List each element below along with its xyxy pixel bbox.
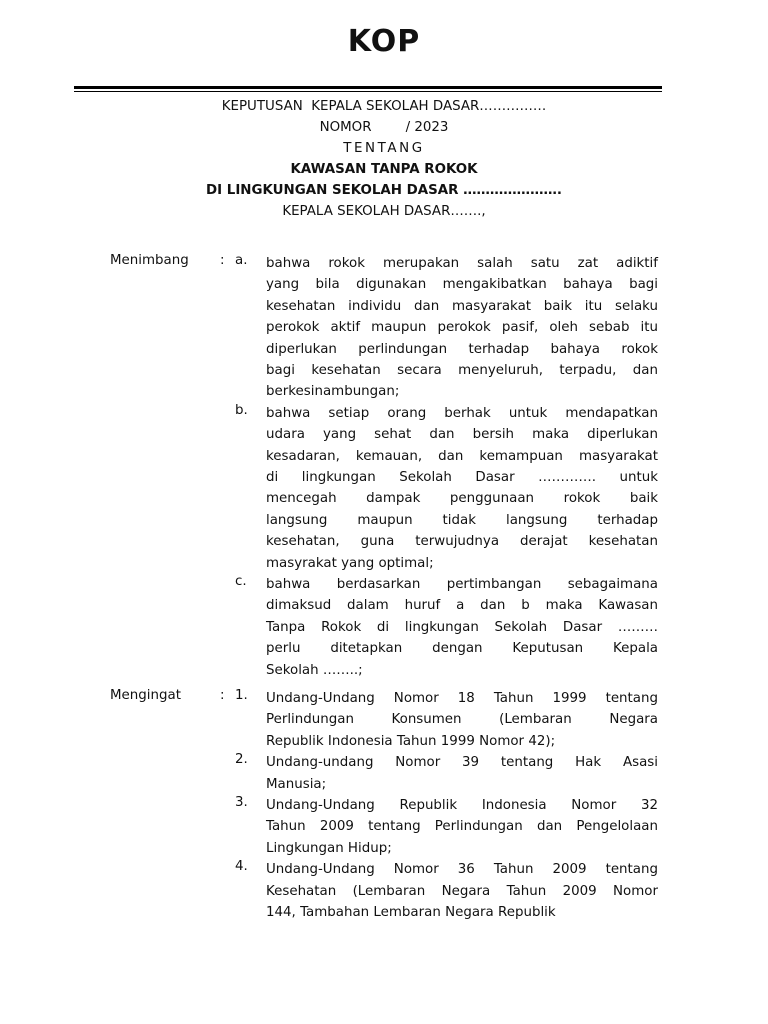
item-text-line: langsung maupun tidak langsung terhadap <box>266 512 658 528</box>
item-text <box>266 752 658 795</box>
item-text-line: bahwa setiap orang berhak untuk mendapatkan <box>266 405 658 421</box>
item-text-line: 144, Tambahan Lembaran Negara Republik <box>266 904 556 920</box>
section-label: Mengingat <box>110 688 181 703</box>
item-marker: a. <box>235 253 248 268</box>
item-marker: b. <box>235 402 248 418</box>
item-text-line: kesadaran, kemauan, dan kemampuan masyarakat <box>266 448 658 464</box>
item-text-line: Kesehatan (Lembaran Negara Tahun 2009 Nomor <box>266 883 658 899</box>
item-text <box>266 574 658 681</box>
item-text-line: bagi kesehatan secara menyeluruh, terpadu, dan <box>266 362 658 378</box>
letterhead-rule-thick <box>74 86 662 89</box>
decree-heading <box>0 96 768 222</box>
item-text-line: Undang-Undang Republik Indonesia Nomor 32 <box>266 798 658 813</box>
item-text-line: bahwa berdasarkan pertimbangan sebagaimana <box>266 577 658 592</box>
decree-subject-line: KAWASAN TANPA ROKOK <box>290 162 478 177</box>
item-text <box>266 253 658 403</box>
item-text-line: bahwa rokok merupakan salah satu zat adiktif <box>266 256 658 271</box>
item-text-line: diperlukan perlindungan terhadap bahaya rokok <box>266 341 658 357</box>
item-text-line: perlu ditetapkan dengan Keputusan Kepala <box>266 641 658 657</box>
item-marker: 3. <box>235 795 248 810</box>
decree-about-line: TENTANG <box>343 141 425 156</box>
item-text-line: mencegah dampak penggunaan rokok baik <box>266 491 658 507</box>
item-text-line: udara yang sehat dan bersih maka diperlukan <box>266 427 658 443</box>
item-text-line: kesehatan, guna terwujudnya derajat kesehatan <box>266 534 658 550</box>
item-marker: 4. <box>235 859 248 875</box>
item-text-line: dimaksud dalam huruf a dan b maka Kawasan <box>266 598 658 614</box>
decree-issuer-line: KEPALA SEKOLAH DASAR……., <box>282 204 486 219</box>
item-text-line: Undang-Undang Nomor 36 Tahun 2009 tentang <box>266 862 658 878</box>
item-text-line: kesehatan individu dan masyarakat baik itu selaku <box>266 298 658 314</box>
item-text-line: di lingkungan Sekolah Dasar …………. untuk <box>266 469 658 485</box>
item-text <box>266 688 658 752</box>
item-text-line: Tanpa Rokok di lingkungan Sekolah Dasar ……… <box>266 619 658 635</box>
item-text <box>266 403 658 574</box>
decree-scope-line: DI LINGKUNGAN SEKOLAH DASAR …………………. <box>206 183 562 198</box>
letterhead-rule-thin <box>74 91 662 92</box>
item-marker: 1. <box>235 688 248 703</box>
section-colon: : <box>220 688 225 703</box>
item-text-line: Undang-undang Nomor 39 tentang Hak Asasi <box>266 755 658 771</box>
item-marker: c. <box>235 574 247 589</box>
item-text-line: Republik Indonesia Tahun 1999 Nomor 42); <box>266 733 556 749</box>
item-text-line: masyrakat yang optimal; <box>266 555 434 571</box>
item-text <box>266 859 658 923</box>
item-text-line: perokok aktif maupun perokok pasif, oleh sebab itu <box>266 320 658 336</box>
section-colon: : <box>220 253 225 268</box>
letterhead-title: KOP <box>347 24 421 59</box>
item-text-line: Manusia; <box>266 776 327 792</box>
item-text-line: yang bila digunakan mengakibatkan bahaya bagi <box>266 277 658 293</box>
item-text-line: Tahun 2009 tentang Perlindungan dan Pengelolaan <box>266 819 658 835</box>
section-label: Menimbang <box>110 253 189 268</box>
item-text-line: Lingkungan Hidup; <box>266 840 392 856</box>
item-text-line: Sekolah ……..; <box>266 662 363 678</box>
item-text <box>266 795 658 859</box>
decree-number-line: NOMOR / 2023 <box>319 120 449 135</box>
decree-title-line: KEPUTUSAN KEPALA SEKOLAH DASAR…………… <box>221 99 547 114</box>
item-text-line: Undang-Undang Nomor 18 Tahun 1999 tentang <box>266 691 658 706</box>
item-text-line: berkesinambungan; <box>266 384 400 400</box>
item-marker: 2. <box>235 752 248 768</box>
item-text-line: Perlindungan Konsumen (Lembaran Negara <box>266 712 658 728</box>
